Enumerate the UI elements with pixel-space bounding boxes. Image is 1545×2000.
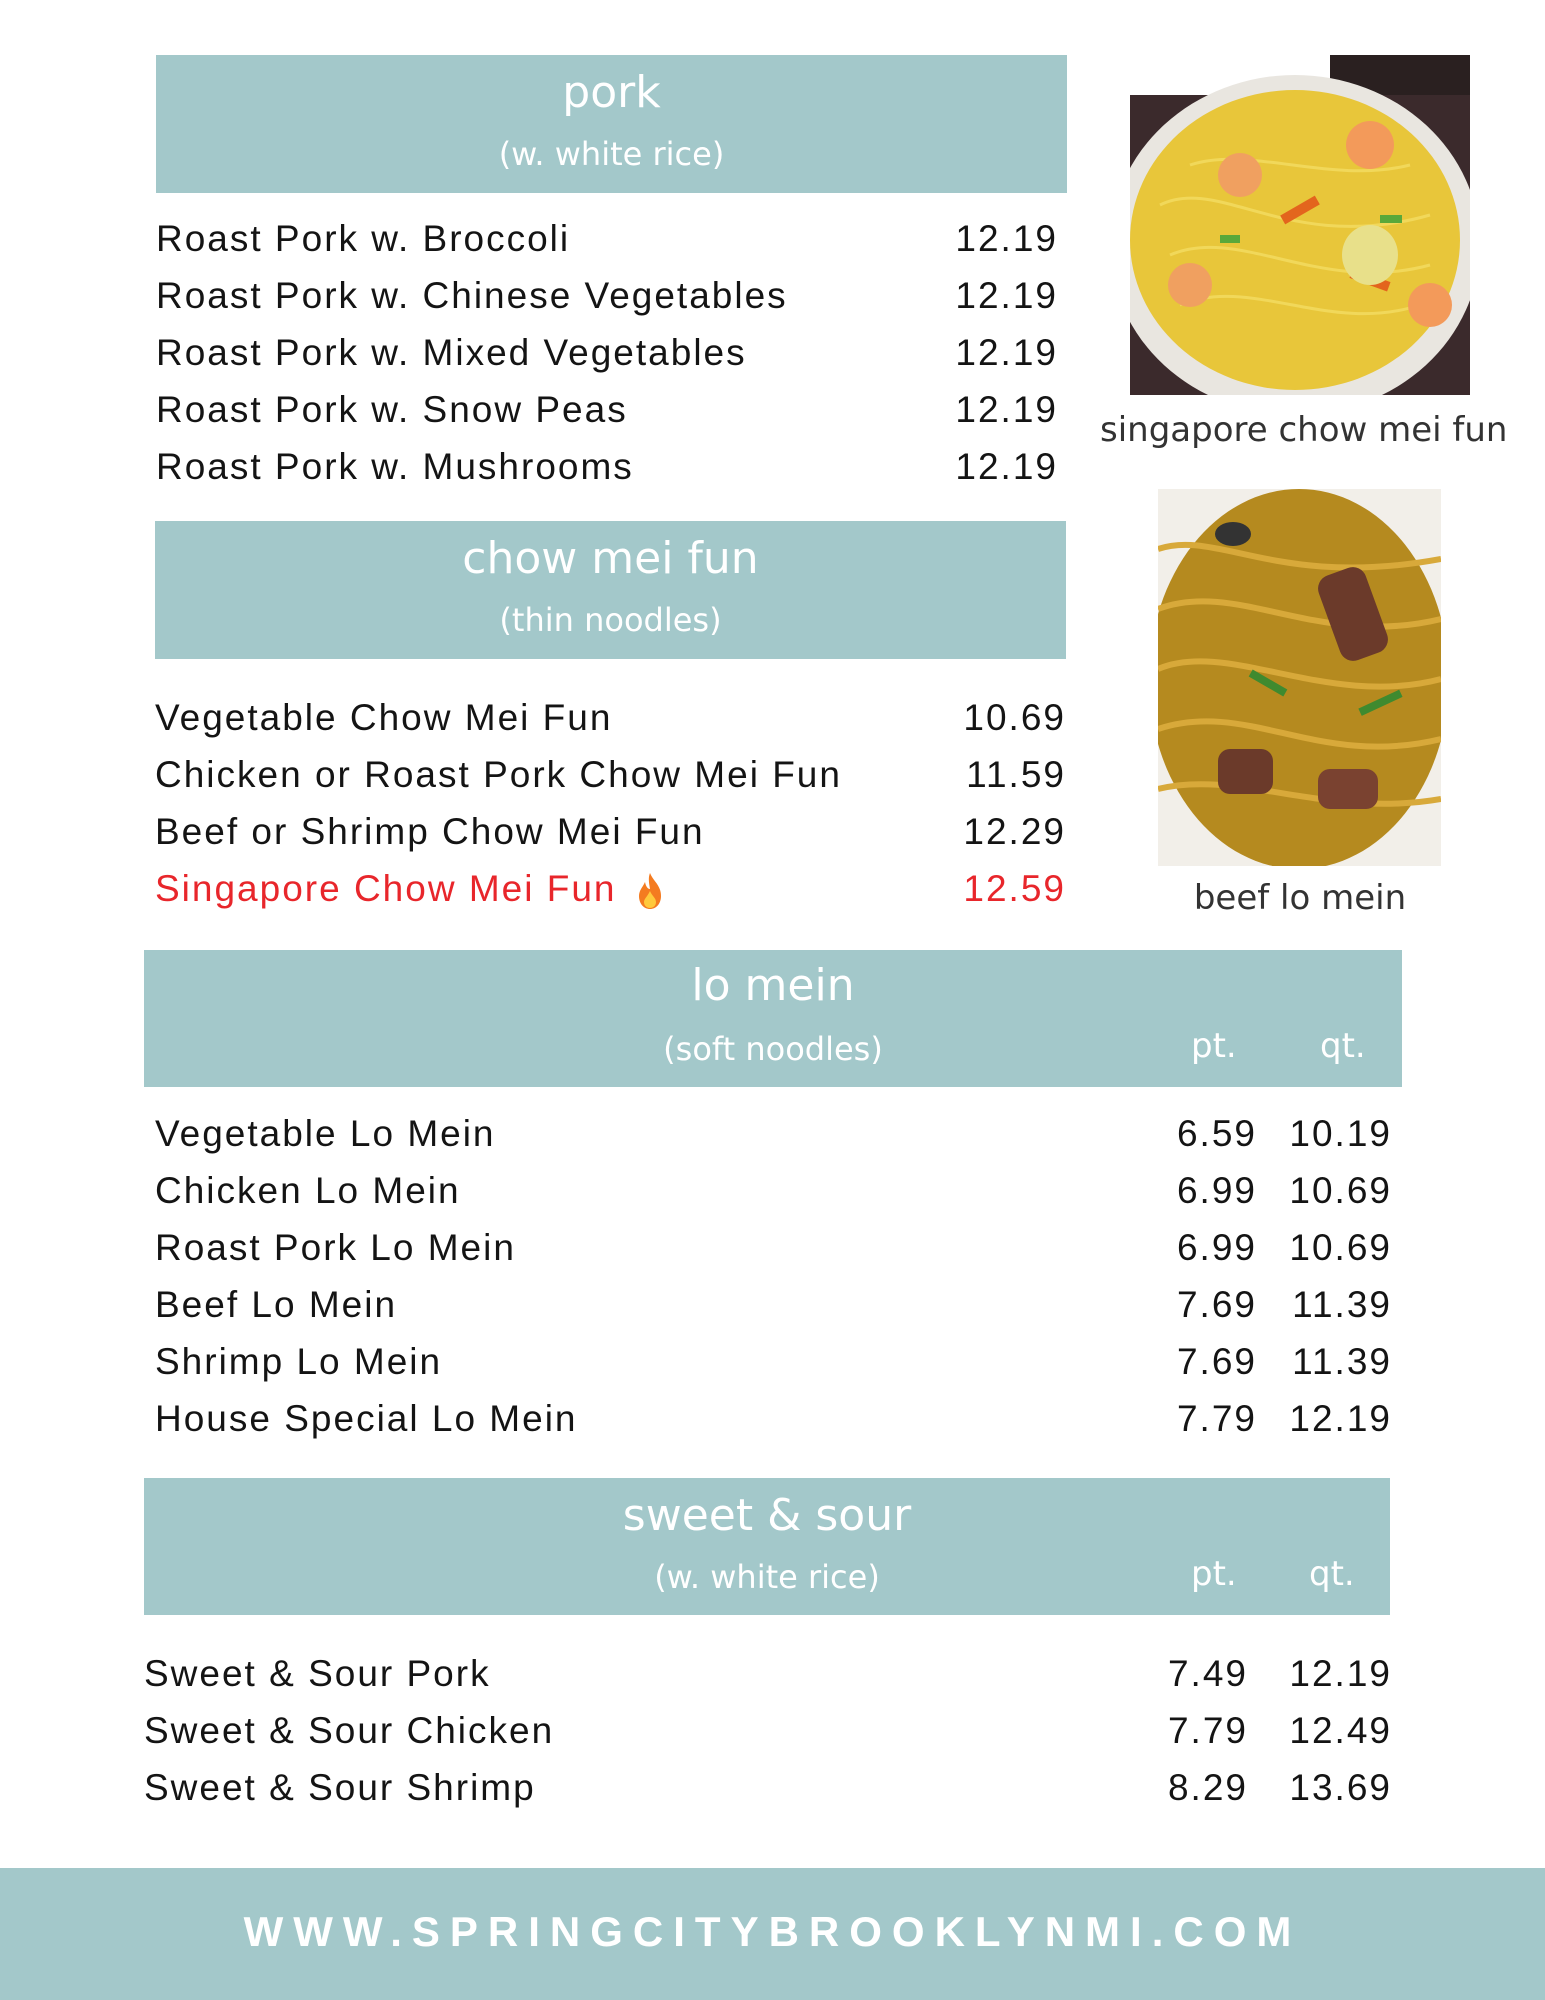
sweet-sour-header <box>144 1478 1390 1615</box>
flame-icon <box>635 871 665 911</box>
list-item: Roast Pork w. Mixed Vegetables <box>156 332 747 373</box>
beef-lo-mein-image <box>1158 489 1441 866</box>
item-price: 12.19 <box>955 446 1058 487</box>
pork-subtitle: (w. white rice) <box>498 135 725 173</box>
pork-title: pork <box>562 67 661 118</box>
beef-lo-mein-photo <box>1158 489 1441 866</box>
website-url[interactable]: WWW.SPRINGCITYBROOKLYNMI.COM <box>243 1908 1302 1955</box>
list-item: Vegetable Chow Mei Fun <box>155 697 613 738</box>
list-item: Roast Pork Lo Mein <box>155 1227 516 1268</box>
lo-mein-subtitle: (soft noodles) <box>663 1030 883 1068</box>
item-price: 12.29 <box>963 811 1066 852</box>
photo-caption-1: singapore chow mei fun <box>1100 410 1508 450</box>
item-price-qt: 12.19 <box>1289 1653 1392 1694</box>
item-price-pt: 7.69 <box>1176 1284 1257 1325</box>
pork-header <box>156 55 1067 193</box>
list-item: Beef Lo Mein <box>155 1284 398 1325</box>
item-price: 11.59 <box>966 754 1066 795</box>
list-item: Roast Pork w. Broccoli <box>156 218 571 259</box>
list-item: House Special Lo Mein <box>155 1398 578 1439</box>
item-price-pt: 8.29 <box>1167 1767 1248 1808</box>
list-item: Roast Pork w. Mushrooms <box>156 446 634 487</box>
item-price-qt: 11.39 <box>1292 1341 1392 1382</box>
item-price-pt: 6.99 <box>1176 1227 1257 1268</box>
list-item: Sweet & Sour Shrimp <box>144 1767 536 1808</box>
item-price: 12.19 <box>955 275 1058 316</box>
item-price-qt: 13.69 <box>1289 1767 1392 1808</box>
list-item-spicy <box>155 868 665 911</box>
list-item: Sweet & Sour Chicken <box>144 1710 555 1751</box>
lo-mein-header <box>144 950 1402 1087</box>
item-price-pt: 6.99 <box>1176 1170 1257 1211</box>
item-price-pt: 7.69 <box>1176 1341 1257 1382</box>
item-price-pt: 6.59 <box>1176 1113 1257 1154</box>
item-price: 12.19 <box>955 389 1058 430</box>
chow-mei-fun-title: chow mei fun <box>462 533 759 584</box>
item-price-qt: 11.39 <box>1292 1284 1392 1325</box>
item-price-pt: 7.79 <box>1176 1398 1257 1439</box>
list-item: Roast Pork w. Snow Peas <box>156 389 628 430</box>
item-price-pt: 7.49 <box>1167 1653 1248 1694</box>
item-price-qt: 10.69 <box>1289 1170 1392 1211</box>
photo-caption-2: beef lo mein <box>1193 878 1407 918</box>
spicy-item-name: Singapore Chow Mei Fun <box>155 868 617 909</box>
item-price: 12.19 <box>955 332 1058 373</box>
list-item: Sweet & Sour Pork <box>144 1653 491 1694</box>
item-price-qt: 10.19 <box>1289 1113 1392 1154</box>
chow-mei-fun-header <box>155 521 1066 659</box>
item-price: 10.69 <box>963 697 1066 738</box>
item-price-qt: 10.69 <box>1289 1227 1392 1268</box>
item-price-pt: 7.79 <box>1167 1710 1248 1751</box>
item-price: 12.19 <box>955 218 1058 259</box>
list-item: Roast Pork w. Chinese Vegetables <box>156 275 788 316</box>
item-price-qt: 12.49 <box>1289 1710 1392 1751</box>
lo-mein-col-qt: qt. <box>1320 1026 1366 1066</box>
list-item: Beef or Shrimp Chow Mei Fun <box>155 811 705 852</box>
list-item: Vegetable Lo Mein <box>155 1113 496 1154</box>
sweet-sour-col-qt: qt. <box>1309 1554 1355 1594</box>
spicy-item-price: 12.59 <box>963 868 1066 909</box>
footer <box>0 1868 1545 2000</box>
list-item: Shrimp Lo Mein <box>155 1341 443 1382</box>
sweet-sour-title: sweet & sour <box>622 1490 912 1541</box>
lo-mein-col-pt: pt. <box>1191 1026 1237 1066</box>
item-price-qt: 12.19 <box>1289 1398 1392 1439</box>
lo-mein-title: lo mein <box>691 960 855 1011</box>
sweet-sour-col-pt: pt. <box>1191 1554 1237 1594</box>
sweet-sour-subtitle: (w. white rice) <box>654 1558 880 1596</box>
list-item: Chicken Lo Mein <box>155 1170 461 1211</box>
singapore-chow-mei-fun-photo <box>1130 55 1470 395</box>
noodle-plate-image <box>1130 55 1470 395</box>
list-item: Chicken or Roast Pork Chow Mei Fun <box>155 754 842 795</box>
chow-mei-fun-subtitle: (thin noodles) <box>499 601 722 639</box>
